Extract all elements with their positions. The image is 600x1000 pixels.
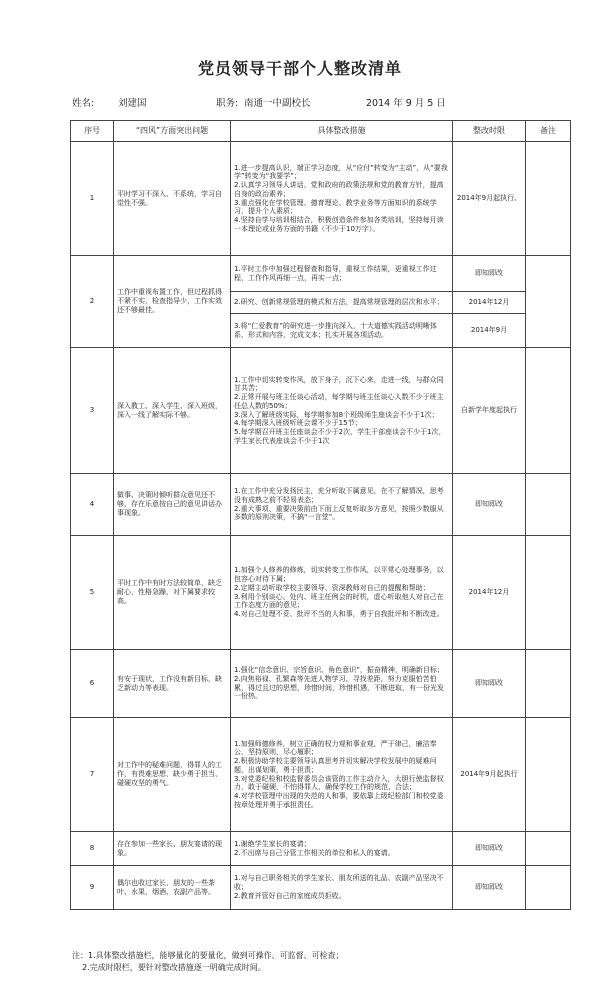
footnote-1: 注：1.具体整改措施栏，能够量化的要量化，做到可操作、可监督、可检查； — [72, 951, 344, 960]
row-number: 8 — [71, 832, 114, 866]
issue-cell: 平时学习不深入、不系统，学习自觉性不强。 — [114, 142, 231, 256]
deadline-cell: 即知即改 — [453, 474, 526, 536]
footnote-2: 2.完成时限栏，要针对整改措施逐一明确完成时间。 — [72, 963, 266, 972]
header-issue: “四风”方面突出问题 — [114, 121, 231, 142]
footnotes — [72, 950, 592, 974]
table-row — [71, 832, 571, 866]
issue-cell: 平时工作中有时方法较简单，缺乏耐心，性格急躁，对下属要求较高。 — [114, 536, 231, 650]
measures-cell: 1.对与自己职务相关的学生家长、朋友所送的礼品、农副产品坚决不收； 2.教育并管好自己的家庭成员拒收。 — [231, 866, 453, 910]
row-number: 5 — [71, 536, 114, 650]
deadline-cell: 即知即改 — [453, 256, 526, 292]
remark-cell — [526, 348, 571, 474]
table-row — [71, 866, 571, 910]
measures-cell: 2.研究、创新常规管理的模式和方法，提高常规管理的层次和水平； — [231, 292, 453, 314]
measures-cell: 3.将“仁爱教育”的研究进一步推向深入，十大道德实践活动明晰体系、形式和内容，完成文本；扎实开展各项活动。 — [231, 314, 453, 348]
deadline-cell: 2014年12月 — [453, 536, 526, 650]
remark-cell — [526, 142, 571, 256]
remark-cell — [526, 536, 571, 650]
issue-cell: 工作中重视布置工作，但过程抓得不紧不实，检查指导少，工作实效还不够最佳。 — [114, 256, 231, 348]
row-number: 9 — [71, 866, 114, 910]
issue-cell: 存在参加一些家长、朋友宴请的现象。 — [114, 832, 231, 866]
deadline-cell: 即知即改 — [453, 832, 526, 866]
page-title: 党员领导干部个人整改清单 — [197, 59, 402, 78]
table-row — [71, 142, 571, 256]
table-row — [71, 256, 571, 292]
table-row — [71, 348, 571, 474]
header-measures: 具体整改措施 — [231, 121, 453, 142]
issue-cell: 对工作中的疑难问题，得罪人的工作，有畏难思想，缺少勇于担当、碰硬攻坚的勇气。 — [114, 718, 231, 832]
table-row — [71, 474, 571, 536]
header-time: 整改时限 — [453, 121, 526, 142]
table-row — [71, 718, 571, 832]
row-number: 6 — [71, 650, 114, 718]
document-date: 2014 年 9 月 5 日 — [366, 98, 446, 109]
issue-cell: 偶尔也收过家长、朋友的一些茶叶、水果、烟酒、农副产品等。 — [114, 866, 231, 910]
deadline-cell: 2014年12月 — [453, 292, 526, 314]
deadline-cell: 2014年9月起执行 — [453, 718, 526, 832]
table-row — [71, 536, 571, 650]
measures-cell: 1.加强师德修养，树立正确的权力观和事业观，严于律己，廉洁奉公，坚持原则，尽心履职； 2.积极协助学校主要领导认真思考并切实解决学校发展中的疑难问题，出谋划策，勇于担责； 3.对党委纪检和校监督委员会该管的工作主动介入，大胆行使监督权力，敢于碰硬，不怕得罪人，确保学校工作的规范、合法； 4.对学校管理中出现的失范的人和事，要依靠上级纪检部门和校党委按章处理并勇于承担责任。 — [231, 718, 453, 832]
table-row — [71, 650, 571, 718]
deadline-cell: 2014年9月 — [453, 314, 526, 348]
measures-cell: 1.谢绝学生家长的宴请； 2.不出席与自己分管工作相关的单位和私人的宴请。 — [231, 832, 453, 866]
table-body — [71, 142, 571, 910]
row-number: 3 — [71, 348, 114, 474]
measures-cell: 1.在工作中充分发扬民主，充分听取下属意见，在不了解情况，思考没有成熟之前不轻易表态； 2.重大事项、重要决策前由下而上反复听取多方意见，按照少数服从多数的原则决策，不搞“一言堂”。 — [231, 474, 453, 536]
remark-cell — [526, 650, 571, 718]
deadline-cell: 自新学年度起执行 — [453, 348, 526, 474]
row-number: 2 — [71, 256, 114, 348]
remark-cell — [526, 256, 571, 348]
measures-cell: 1.强化“信念意识、宗旨意识、角色意识”，振奋精神，明确新目标； 2.向焦裕禄、孔繁森等先进人物学习，寻找差距，努力克服怕苦怕累，得过且过的思想，珍惜时间，珍惜机遇，不断进取，有一份光发一份热。 — [231, 650, 453, 718]
measures-cell: 1.加强个人修养的修炼，切实转变工作作风，以平常心处理事务，以包容心对待下属； 2.定期主动听取学校主要领导、资深教师对自己的提醒和帮助； 3.利用个别谈心、处内、班主任例会的时机，虚心听取他人对自己在工作态度方面的意见； 4.对自己处理不妥、批评不当的人和事，勇于自我批评和不断改进。 — [231, 536, 453, 650]
table-header-row — [71, 121, 571, 142]
issue-cell: 做事、决策时倾听群众意见还不够，存在乐意按自己的意见讲话办事现象。 — [114, 474, 231, 536]
position-label: 职务: — [216, 98, 239, 109]
name-label: 姓名: — [72, 98, 95, 109]
deadline-cell: 2014年9月起执行。 — [453, 142, 526, 256]
measures-cell: 1.平时工作中加强过程督查和指导，重视工作结果，更重视工作过程，工作作风再细一点，再实一点； — [231, 256, 453, 292]
remark-cell — [526, 866, 571, 910]
deadline-cell: 即知即改 — [453, 866, 526, 910]
issue-cell: 深入教工、深入学生、深入班级，深入一线了解实际不够。 — [114, 348, 231, 474]
measures-cell: 1.进一步提高认识，端正学习态度，从“应付”转变为“主动”，从“要我学”转变为“我要学”； 2.认真学习领导人讲话、党和政府的政策法规和党的教育方针，提高自身的政治素养； 3.重点强化在学校管理、德育理论、教学业务等方面知识的系统学习，提升个人素质； 4.坚持自学与培训相结合，积极创造条件参加各类培训，坚持每月读一本理论或业务方面的书籍（不少于10万字）。 — [231, 142, 453, 256]
row-number: 4 — [71, 474, 114, 536]
header-no: 序号 — [71, 121, 114, 142]
remark-cell — [526, 474, 571, 536]
row-number: 1 — [71, 142, 114, 256]
row-number: 7 — [71, 718, 114, 832]
header-remark: 备注 — [526, 121, 571, 142]
issue-cell: 有安于现状，工作没有新目标，缺乏新动力等表现。 — [114, 650, 231, 718]
measures-cell: 1.工作中切实转变作风，放下身子，沉下心来，走进一线，与群众同甘共苦； 2.正常开展与班主任谈心活动，每学期与班主任谈心人数不少于班主任总人数的50%； 3.深入了解班级实际，每学期参加8个班级师生座谈会不少于1次； 4.每学期深入班级听班会课不少于15节； 5.每学期召开班主任座谈会不少于2次，学生干部座谈会不少于1次，学生家长代表座谈会不少于1次 — [231, 348, 453, 474]
remark-cell — [526, 718, 571, 832]
rectification-table — [70, 120, 571, 910]
deadline-cell: 即知即改 — [453, 650, 526, 718]
remark-cell — [526, 832, 571, 866]
name-value: 刘建国 — [118, 98, 147, 109]
position-value: 南通一中副校长 — [244, 98, 311, 109]
